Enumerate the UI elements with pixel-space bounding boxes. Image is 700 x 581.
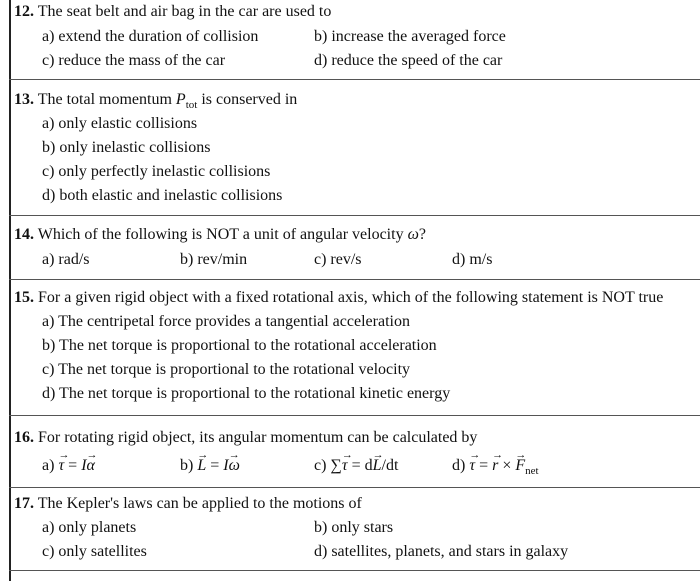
q15-option-c[interactable]: c) The net torque is proportional to the rotational velocity: [42, 361, 411, 378]
q12-option-c[interactable]: c) reduce the mass of the car: [42, 52, 226, 69]
question-text-tail: ?: [418, 226, 426, 243]
torque-vector: → τ: [342, 454, 348, 478]
q16-option-b[interactable]: [180, 454, 240, 478]
question-text: For rotating rigid object, its angular momentum can be calculated by: [38, 429, 478, 446]
equals: =: [475, 457, 493, 474]
q12-option-a[interactable]: a) extend the duration of collision: [42, 28, 259, 45]
equals: =: [206, 457, 224, 474]
option-label: c): [314, 457, 327, 474]
omega-vector: → ω: [229, 454, 240, 478]
q16-option-d[interactable]: [452, 454, 539, 483]
question-number: 17.: [14, 495, 34, 512]
q13-option-b[interactable]: b) only inelastic collisions: [42, 139, 211, 156]
divider: [9, 79, 700, 80]
q17-option-d[interactable]: d) satellites, planets, and stars in galaxy: [314, 543, 569, 560]
divider: [9, 279, 700, 280]
question-text: Which of the following is NOT a unit of angular velocity: [37, 226, 408, 243]
q17-option-a[interactable]: a) only planets: [42, 519, 137, 536]
question-text-tail: is conserved in: [197, 91, 298, 108]
q13-option-a[interactable]: a) only elastic collisions: [42, 115, 198, 132]
q14-option-a[interactable]: a) rad/s: [42, 251, 90, 268]
question-text: The seat belt and air bag in the car are used to: [37, 3, 332, 20]
q14-option-d[interactable]: d) m/s: [452, 251, 493, 268]
angular-momentum-vector: → L: [373, 454, 382, 478]
torque-vector: → τ: [58, 454, 64, 478]
divider: [9, 487, 700, 488]
question-text: The Kepler's laws can be applied to the motions of: [37, 495, 362, 512]
omega-symbol: ω: [407, 226, 419, 243]
inertia: I: [81, 457, 87, 474]
angular-momentum-vector: → L: [197, 454, 206, 478]
force-subscript: net: [525, 465, 539, 477]
q17-option-b[interactable]: b) only stars: [314, 519, 394, 536]
question-16: [14, 426, 477, 450]
option-label: b): [180, 457, 194, 474]
question-number: 12.: [14, 3, 34, 20]
q15-option-a[interactable]: a) The centripetal force provides a tangential acceleration: [42, 313, 410, 330]
q12-option-d[interactable]: d) reduce the speed of the car: [314, 52, 503, 69]
inertia: I: [223, 457, 229, 474]
option-label: d): [452, 457, 466, 474]
question-text: The total momentum: [37, 91, 176, 108]
per-dt: /dt: [381, 457, 399, 474]
q13-option-d[interactable]: d) both elastic and inelastic collisions: [42, 187, 283, 204]
equals: =: [64, 457, 82, 474]
q15-option-b[interactable]: b) The net torque is proportional to the rotational acceleration: [42, 337, 437, 354]
q16-option-a[interactable]: [42, 454, 95, 478]
alpha-vector: → α: [87, 454, 95, 478]
position-vector: → r: [492, 454, 498, 478]
q14-option-b[interactable]: b) rev/min: [180, 251, 248, 268]
q15-option-d[interactable]: d) The net torque is proportional to the rotational kinetic energy: [42, 385, 451, 402]
question-number: 15.: [14, 289, 34, 306]
left-margin-rule: [9, 0, 11, 581]
q16-option-c[interactable]: [314, 454, 398, 478]
torque-vector: → τ: [469, 454, 475, 478]
momentum-symbol: P: [175, 91, 186, 108]
question-number: 16.: [14, 429, 34, 446]
question-15: [14, 286, 663, 310]
q14-option-c[interactable]: c) rev/s: [314, 251, 362, 268]
equals-d: = d: [347, 457, 373, 474]
question-12: [14, 0, 331, 24]
force-vector: → F: [515, 454, 525, 478]
momentum-subscript: tot: [185, 99, 198, 111]
divider: [9, 570, 700, 571]
question-number: 13.: [14, 91, 34, 108]
cross: ×: [498, 457, 516, 474]
q12-option-b[interactable]: b) increase the averaged force: [314, 28, 506, 45]
divider: [9, 215, 700, 216]
question-14: [14, 223, 426, 247]
question-text: For a given rigid object with a fixed rotational axis, which of the following statement is NOT true: [38, 289, 664, 306]
question-17: [14, 492, 362, 516]
q13-option-c[interactable]: c) only perfectly inelastic collisions: [42, 163, 271, 180]
q17-option-c[interactable]: c) only satellites: [42, 543, 147, 560]
question-number: 14.: [14, 226, 34, 243]
option-label: a): [42, 457, 55, 474]
divider: [9, 415, 700, 416]
sum-symbol: ∑: [330, 457, 342, 474]
